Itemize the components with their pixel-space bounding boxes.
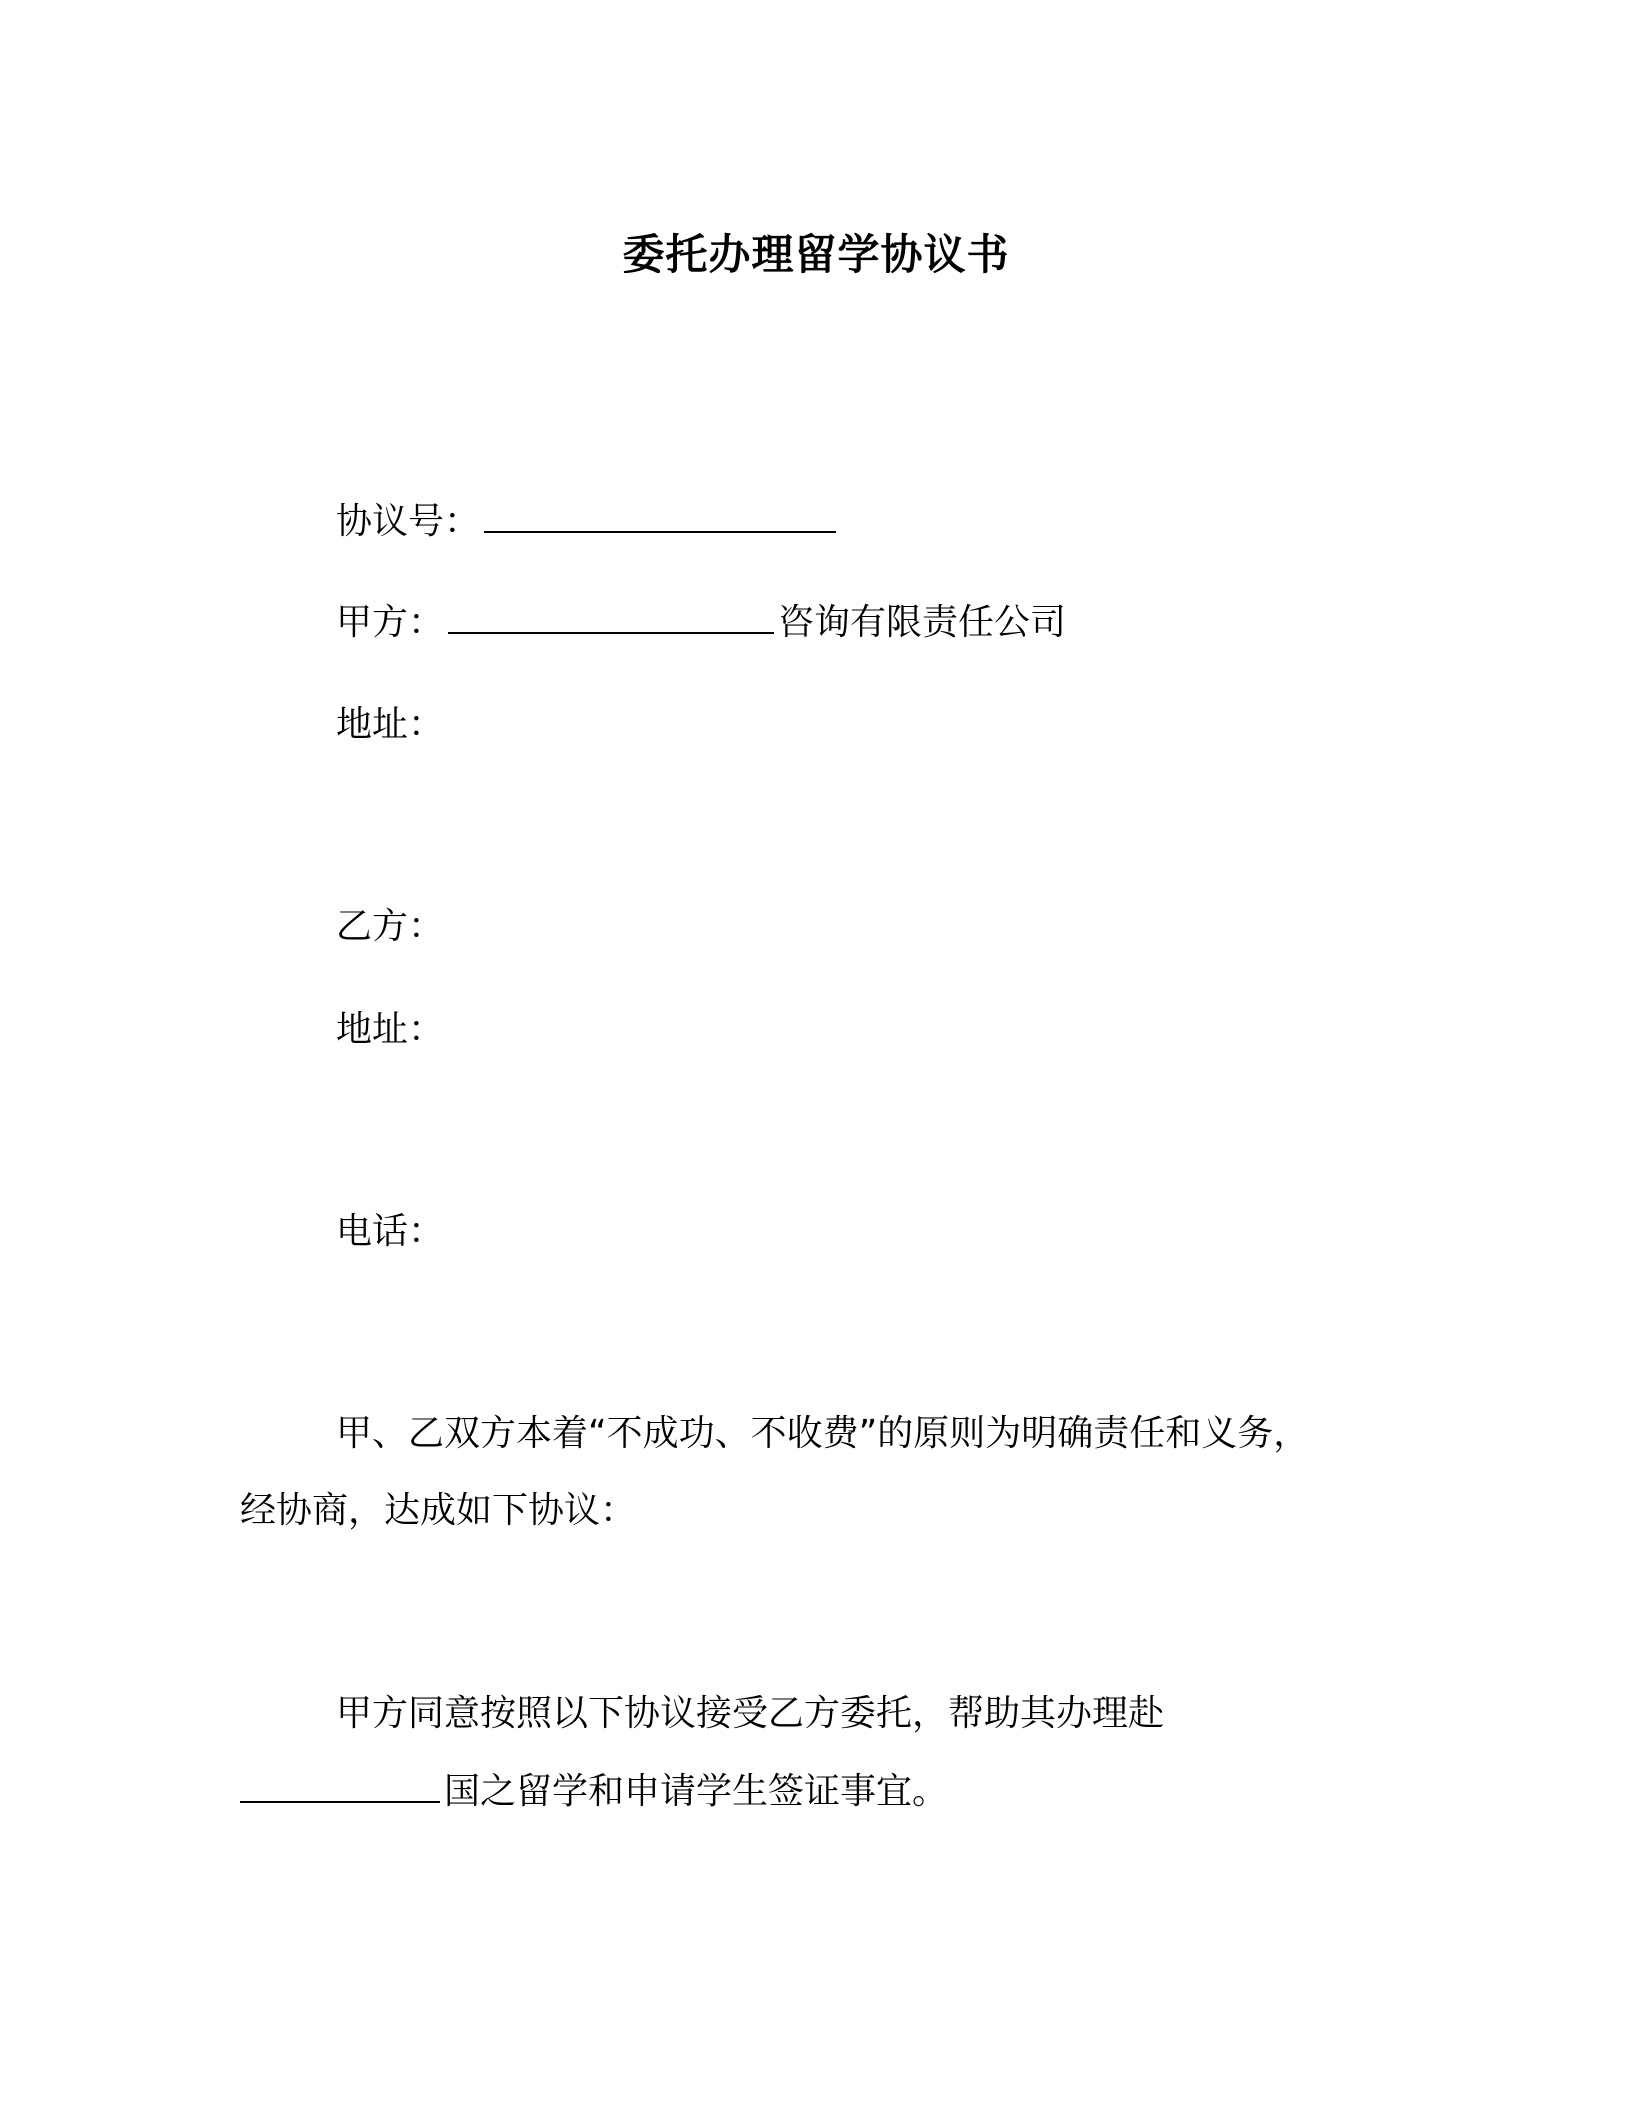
agreement-number-label: 协议号：	[336, 501, 481, 542]
party-a-label: 甲方：	[336, 602, 445, 643]
agreement-number-line	[336, 497, 840, 546]
party-b-label: 乙方：	[336, 906, 445, 947]
party-b-line	[336, 903, 444, 951]
destination-country-blank[interactable]	[240, 1767, 440, 1803]
phone-line	[336, 1208, 444, 1256]
party-a-line	[336, 598, 1066, 647]
party-a-name-blank[interactable]	[448, 598, 774, 634]
party-b-address-line	[336, 1006, 444, 1054]
party-b-address-label: 地址：	[336, 1009, 445, 1050]
clause-line-2	[240, 1767, 948, 1816]
intro-line-1: 甲、乙双方本着“不成功、不收费”的原则为明确责任和义务，	[336, 1413, 1310, 1454]
document-title: 委托办理留学协议书	[622, 230, 1010, 279]
party-a-address-label: 地址：	[336, 704, 445, 745]
clause-line-1: 甲方同意按照以下协议接受乙方委托，帮助其办理赴	[336, 1693, 1165, 1734]
party-a-address-line	[336, 701, 444, 749]
agreement-number-blank[interactable]	[484, 497, 836, 533]
phone-label: 电话：	[336, 1211, 445, 1252]
intro-line-2: 经协商，达成如下协议：	[240, 1490, 637, 1531]
clause-line-2-suffix: 国之留学和申请学生签证事宜。	[444, 1771, 949, 1812]
party-a-suffix: 咨询有限责任公司	[778, 602, 1067, 643]
